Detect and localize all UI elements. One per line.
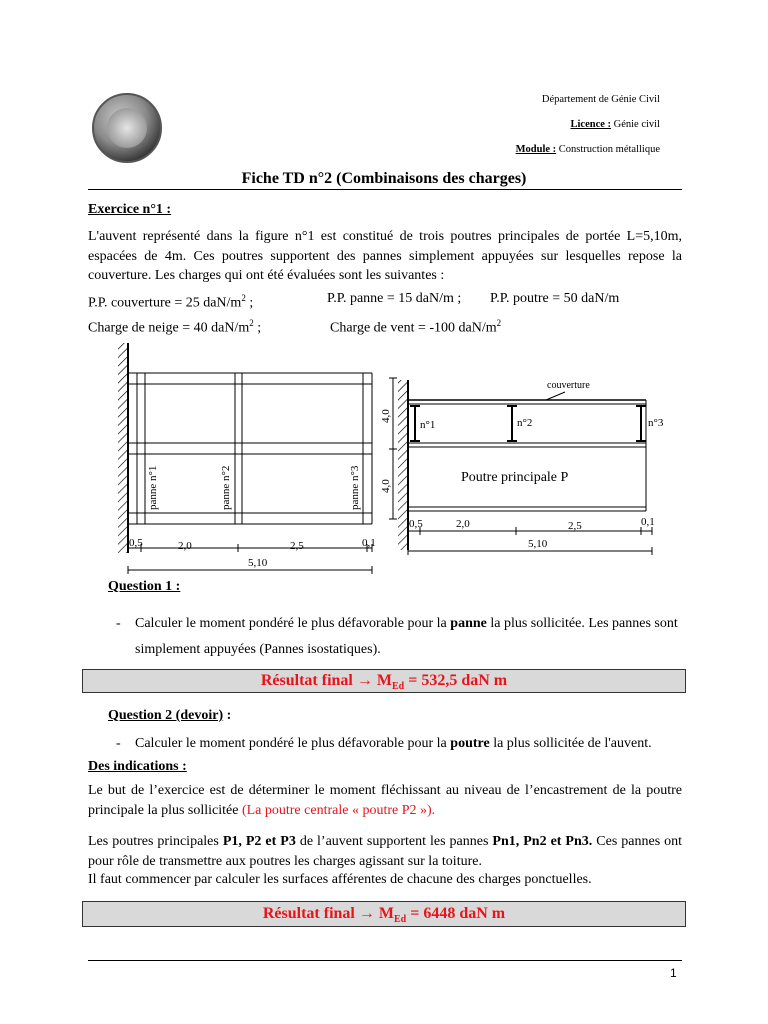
load-pp-panne: P.P. panne = 15 daN/m ; — [327, 291, 462, 306]
question-2-text: Calculer le moment pondéré le plus défavorable pour la poutre la plus sollicitée de l'auvent. — [135, 736, 652, 751]
panne-n2-label: n°2 — [517, 417, 533, 429]
footer-divider — [88, 960, 682, 961]
question-1-dash: - — [116, 616, 121, 631]
dim-2-0-left: 2,0 — [178, 540, 192, 552]
module-value: Construction métallique — [558, 144, 660, 155]
panne-n3-label: n°3 — [648, 417, 664, 429]
indications-paragraph-3: Il faut commencer par calculer les surfaces afférentes de chacune des charges ponctuelles. — [88, 872, 592, 887]
dim-0-1-right: 0,1 — [641, 516, 655, 528]
question-2-dash: - — [116, 736, 121, 751]
licence-value: Génie civil — [613, 119, 660, 130]
result-box-2: Résultat final → $M_{Ed} = 6448$ daN m — [82, 901, 686, 927]
dim-0-5-left: 0,5 — [129, 537, 143, 549]
poutre-principale-label: Poutre principale P — [461, 470, 569, 485]
load-vent: Charge de vent = -100 daN/$m^2$ — [330, 318, 502, 336]
plan-view — [118, 343, 397, 574]
indications-heading: Des indications : — [88, 759, 187, 774]
load-pp-poutre: P.P. poutre = 50 daN/m — [490, 291, 620, 306]
dim-0-1-left: 0,1 — [362, 537, 376, 549]
couverture-label: couverture — [547, 380, 590, 391]
dim-2-0-right: 2,0 — [456, 518, 470, 530]
licence-label: Licence : — [570, 119, 612, 130]
panne-2-label: panne n°2 — [220, 465, 232, 510]
panne-1-label: panne n°1 — [147, 465, 159, 510]
panne-3-label: panne n°3 — [349, 465, 361, 510]
load-neige: Charge de neige = 40 daN/$m^2$ ; — [88, 318, 262, 336]
indications-paragraph-2: Les poutres principales P1, P2 et P3 de l’auvent supportent les pannes Pn1, Pn2 et Pn3. Ces pannes ont pour rôle de transmettre aux poutres les charges agissant sur la toiture. — [88, 834, 683, 869]
exercise-heading: Exercice n°1 : — [88, 202, 172, 217]
dim-0-5-right: 0,5 — [409, 518, 423, 530]
question-2-heading: Question 2 (devoir) : — [108, 708, 232, 723]
question-1-line-1: Calculer le moment pondéré le plus défavorable pour la panne la plus sollicitée. Les pannes sont — [135, 616, 678, 631]
question-1-line-2: simplement appuyées (Pannes isostatiques). — [135, 642, 381, 657]
wall-hatch-right — [398, 380, 408, 550]
dim-2-5-right: 2,5 — [568, 520, 582, 532]
department-label: Département de Génie Civil — [541, 94, 660, 105]
indications-paragraph-1: Le but de l’exercice est de déterminer le moment fléchissant au niveau de l’encastrement de la poutre principale la plus sollicitée (La poutre centrale « poutre P2 »). — [88, 783, 682, 818]
dim-5-10-left: 5,10 — [248, 557, 268, 569]
exercise-intro: L'auvent représenté dans la figure n°1 est constitué de trois poutres principales de portée L=5,10m, espacées de 4m. Ces poutres supportent des pannes simplement appuyées sur lesquelles repose la couverture. Les charges qui ont été évaluées sont les suivantes : — [88, 229, 682, 283]
dim-4-0-a: 4,0 — [380, 409, 392, 423]
dim-2-5-left: 2,5 — [290, 540, 304, 552]
load-pp-couverture: P.P. couverture = 25 daN/$m^2$ ; — [88, 293, 254, 311]
question-1-heading: Question 1 : — [108, 579, 181, 594]
dim-4-0-b: 4,0 — [380, 479, 392, 493]
wall-hatch-left — [118, 343, 128, 553]
dim-5-10-right: 5,10 — [528, 538, 548, 550]
panne-n1-label: n°1 — [420, 419, 436, 431]
page-title: Fiche TD n°2 (Combinaisons des charges) — [241, 170, 527, 187]
elevation-view — [398, 380, 664, 555]
result-box-1: Résultat final → $M_{Ed} = 532,5$ daN m — [82, 669, 686, 693]
page-number: 1 — [670, 966, 677, 980]
module-label: Module : — [515, 144, 557, 155]
